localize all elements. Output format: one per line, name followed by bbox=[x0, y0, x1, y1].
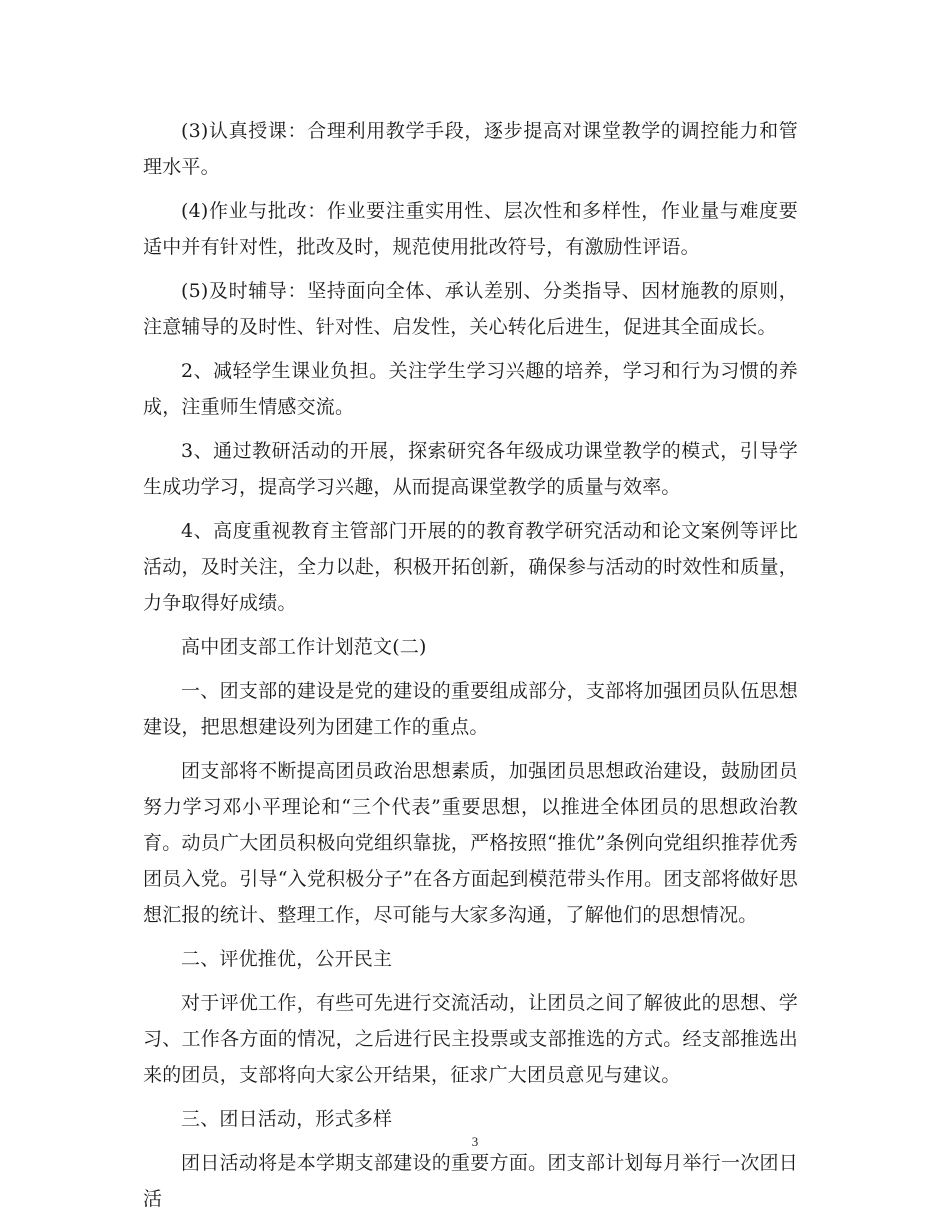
paragraph-reduce-burden: 2、减轻学生课业负担。关注学生学习兴趣的培养，学习和行为习惯的养成，注重师生情感交流。 bbox=[143, 360, 798, 418]
page-number: 3 bbox=[471, 1134, 479, 1149]
paragraph-evaluation: 对于评优工作，有些可先进行交流活动，让团员之间了解彼此的思想、学习、工作各方面的情况，之后进行民主投票或支部推选的方式。经支部推选出来的团员，支部将向大家公开结果，征求广大团员意见与建议。 bbox=[143, 992, 798, 1086]
heading-evaluation: 二、评优推优，公开民主 bbox=[181, 948, 393, 970]
paragraph-tutoring: (5)及时辅导：坚持面向全体、承认差别、分类指导、因材施教的原则，注意辅导的及时性、针对性、启发性，关心转化后进生，促进其全面成长。 bbox=[143, 280, 798, 338]
paragraph-branch-building: 一、团支部的建设是党的建设的重要组成部分，支部将加强团员队伍思想建设，把思想建设列为团建工作的重点。 bbox=[143, 680, 798, 738]
paragraph-political-quality: 团支部将不断提高团员政治思想素质，加强团员思想政治建设，鼓励团员努力学习邓小平理论和“三个代表”重要思想，以推进全体团员的思想政治教育。动员广大团员积极向党组织靠拢，严格按照“推优”条例向党组织推荐优秀团员入党。引导“入党积极分子”在各方面起到模范带头作用。团支部将做好思想汇报的统计、整理工作，尽可能与大家多沟通，了解他们的思想情况。 bbox=[143, 760, 798, 926]
document-body bbox=[143, 113, 798, 1225]
paragraph-homework: (4)作业与批改：作业要注重实用性、层次性和多样性，作业量与难度要适中并有针对性，批改及时，规范使用批改符号，有激励性评语。 bbox=[143, 200, 798, 258]
paragraph-teaching: (3)认真授课：合理利用教学手段，逐步提高对课堂教学的调控能力和管理水平。 bbox=[143, 120, 798, 178]
heading-activities: 三、团日活动，形式多样 bbox=[181, 1108, 393, 1130]
paragraph-research: 3、通过教研活动的开展，探索研究各年级成功课堂教学的模式，引导学生成功学习，提高学习兴趣，从而提高课堂教学的质量与效率。 bbox=[143, 440, 798, 498]
paragraph-activities: 团日活动将是本学期支部建设的重要方面。团支部计划每月举行一次团日活 bbox=[143, 1152, 798, 1210]
paragraph-competitions: 4、高度重视教育主管部门开展的的教育教学研究活动和论文案例等评比活动，及时关注，全力以赴，积极开拓创新，确保参与活动的时效性和质量，力争取得好成绩。 bbox=[143, 520, 798, 614]
section-title: 高中团支部工作计划范文(二) bbox=[181, 636, 427, 658]
